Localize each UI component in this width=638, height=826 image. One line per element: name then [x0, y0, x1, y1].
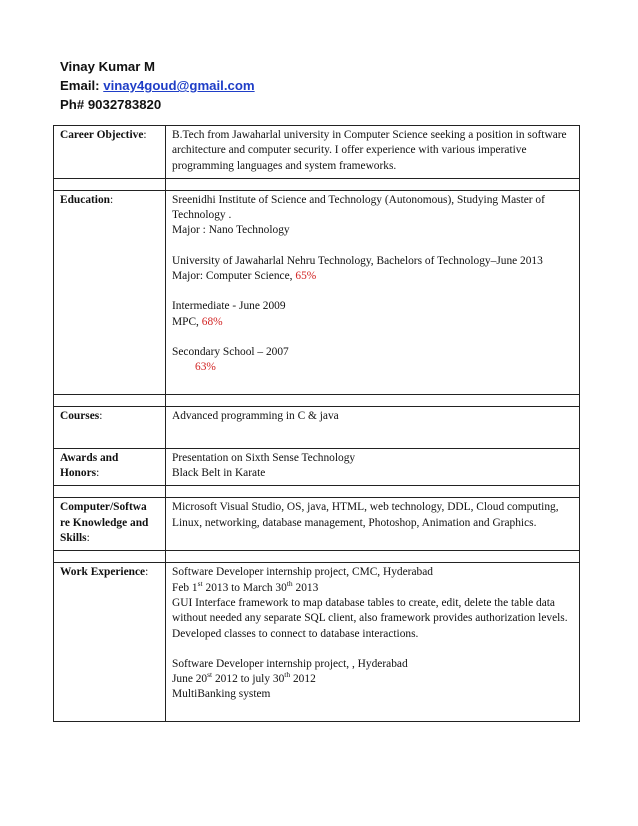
job-title: Software Developer internship project, , Hyderabad — [172, 657, 408, 670]
candidate-name: Vinay Kumar M — [60, 59, 156, 74]
spacer-row — [54, 178, 580, 190]
career-objective-text: B.Tech from Jawaharlal university in Computer Science seeking a position in software architecture and computer security. I offer experience with various imperative programming languages and system frameworks. — [166, 126, 580, 179]
education-entry: Sreenidhi Institute of Science and Technology (Autonomous), Studying Master of Technology . — [172, 193, 545, 222]
email-line — [60, 76, 255, 95]
job-title: Software Developer internship project, CMC, Hyderabad — [172, 566, 433, 579]
section-label: Education: — [54, 190, 166, 394]
email-link[interactable]: vinay4goud@gmail.com — [103, 78, 255, 94]
section-label: Career Objective: — [54, 126, 166, 179]
grade: 65% — [295, 270, 317, 283]
skills-text: Microsoft Visual Studio, OS, java, HTML, web technology, DDL, Cloud computing, Linux, networking, database management, Photoshop, Animation and Graphics. — [166, 498, 580, 551]
awards-content: Presentation on Sixth Sense Technology Black Belt in Karate — [166, 448, 580, 486]
job-description: MultiBanking system — [172, 688, 271, 701]
courses-row — [54, 406, 580, 448]
grade: 68% — [201, 315, 223, 328]
email-label: Email: — [60, 78, 104, 94]
education-entry: Intermediate - June 2009 — [172, 300, 286, 313]
phone-number: Ph# 9032783820 — [60, 97, 162, 113]
section-label: Work Experience: — [54, 563, 166, 721]
job-description: GUI Interface framework to map database tables to create, edit, delete the table data without needed any separate SQL client, also framework provides authorization levels. Developed classes to connect to database interactions. — [172, 596, 568, 640]
career-objective-row — [54, 126, 580, 179]
section-label: Awards and Honors: — [54, 448, 166, 486]
skills-row — [54, 498, 580, 551]
spacer-row — [54, 486, 580, 498]
awards-row — [54, 448, 580, 486]
job-dates: Feb 1st 2013 to March 30th 2013 — [172, 578, 319, 594]
grade: 63% — [195, 361, 216, 374]
work-content — [166, 563, 580, 721]
education-entry: University of Jawaharlal Nehru Technology, Bachelors of Technology–June 2013 — [172, 254, 543, 267]
spacer-row — [54, 394, 580, 406]
job-dates: June 20st 2012 to july 30th 2012 — [172, 670, 316, 686]
section-label: Computer/Softwa re Knowledge and Skills: — [54, 498, 166, 551]
spacer-row — [54, 551, 580, 563]
resume-table — [53, 125, 580, 722]
education-entry: Secondary School – 2007 — [172, 345, 289, 358]
education-row — [54, 190, 580, 394]
work-experience-row — [54, 563, 580, 721]
education-content: Sreenidhi Institute of Science and Technology (Autonomous), Studying Master of Technology . Major : Nano Technology University of Jawaharlal Nehru Technology, Bachelors of Technology–June 2013 Major: Computer Science, 65% Intermediate - June 2009 MPC, 68% Secondary School – 2007 63% — [166, 190, 580, 394]
resume-header — [60, 57, 255, 115]
courses-text: Advanced programming in C & java — [166, 406, 580, 448]
section-label: Courses: — [54, 406, 166, 448]
